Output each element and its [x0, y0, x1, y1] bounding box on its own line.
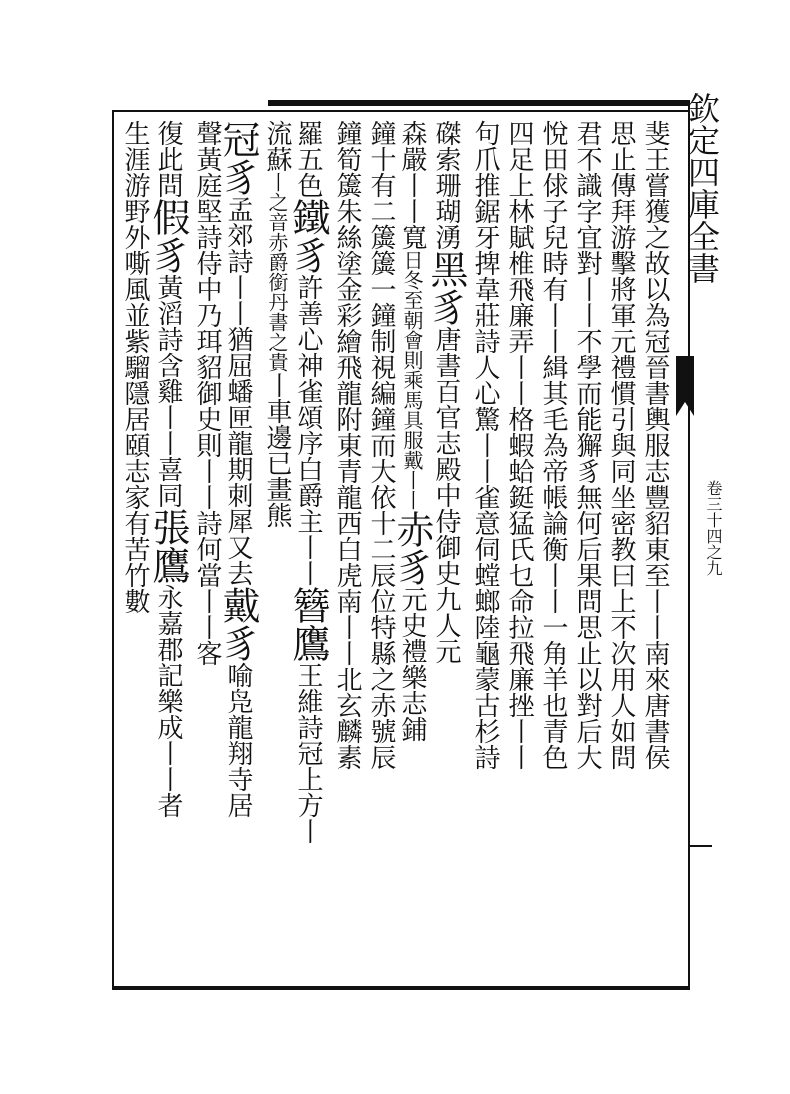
text-column-5	[502, 120, 536, 980]
column-text: 唐書百官志殿中侍御史九人元	[431, 326, 461, 664]
column-text: 君不識字宜對丨丨不學而能獬豸無何后果問思止以對后大	[572, 120, 602, 770]
column-text: 喻凫龍翔寺居	[223, 662, 253, 818]
fishtail-mark-icon	[676, 356, 694, 416]
column-text: 丨車邊已畫熊	[262, 372, 292, 528]
column-text: 隱居頤志家有苦竹數	[120, 380, 150, 614]
entry-headword: 黑豸	[424, 250, 468, 326]
column-text: 黃滔詩含雞丨丨喜同	[153, 274, 183, 508]
column-text: 丨之音赤爵銜丹書之貴	[265, 172, 289, 372]
text-column-12	[260, 120, 294, 980]
column-text: 孟郊詩丨丨猶屈蟠匣龍期刺犀又去	[223, 196, 253, 586]
text-column-14	[190, 120, 224, 980]
column-text: 悅田俅子兒時有丨丨緝其毛為帝帳論衡丨丨一角羊也青色	[538, 120, 568, 770]
column-text: 四足上林賦椎飛廉弄丨丨格蝦蛤鋌猛氏乜命拉飛廉挫丨丨	[504, 120, 534, 770]
text-column-2	[604, 120, 638, 980]
margin-volume-label: 卷三十四之九	[704, 480, 723, 576]
column-text: 復此問	[153, 120, 183, 198]
column-text: 日冬至朝會則乘馬具服戴丨丨	[400, 250, 424, 510]
text-column-16	[118, 120, 152, 980]
text-column-1	[638, 120, 672, 980]
text-column-11	[286, 120, 330, 980]
text-column-4	[536, 120, 570, 980]
text-column-10	[330, 120, 364, 980]
entry-headword: 冠豸	[216, 120, 260, 196]
text-column-15	[146, 120, 190, 980]
entry-headword: 簪鷹	[286, 586, 330, 662]
left-border	[112, 110, 114, 988]
margin-tick	[690, 845, 712, 847]
column-text: 森嚴丨丨寬	[397, 120, 427, 250]
column-text: 句爪推鋸牙捭韋莊詩人心驚丨丨雀意伺螳螂陸龜蒙古杉詩	[470, 120, 500, 770]
column-text: 許善心神雀頌序白爵主丨丨	[293, 274, 323, 586]
column-text: 游野外嘶風並紫騮	[120, 172, 150, 380]
entry-headword: 鐵豸	[286, 198, 330, 274]
top-border-thin	[112, 110, 690, 112]
bottom-border-thick	[112, 986, 690, 990]
column-text: 永嘉郡記樂成丨丨者	[153, 584, 183, 818]
column-text: 王維詩冠上方丨	[293, 662, 323, 844]
column-text: 羅五色	[293, 120, 323, 198]
column-text: 生涯	[120, 120, 150, 172]
text-column-13	[216, 120, 260, 980]
entry-headword: 張鷹	[146, 508, 190, 584]
column-text: 磔索珊瑚湧	[431, 120, 461, 250]
entry-headword: 假豸	[146, 198, 190, 274]
column-text: 斐王嘗獲之故以為冠晉書輿服志豐貂東至丨丨南來唐書侯	[640, 120, 670, 770]
column-text: 思止傳拜游擊將軍元禮慣引與同坐密教曰上不次用人如問	[606, 120, 636, 770]
column-text: 鐘十有二簴簴一鐘制視編鐘而大依十二辰位特縣之赤號辰	[366, 120, 396, 770]
top-border-thick	[268, 100, 690, 106]
text-column-8	[390, 120, 434, 980]
column-text: 聲黃庭堅詩侍中乃珥貂御史則丨丨	[192, 120, 222, 510]
entry-headword: 赤豸	[390, 510, 434, 586]
column-text: 鐘筍簴朱絲塗金彩繪飛龍附東青龍西白虎南丨丨北玄麟素	[332, 120, 362, 770]
text-column-9	[364, 120, 398, 980]
margin-book-title: 欽定四庫全書	[683, 92, 721, 284]
text-column-3	[570, 120, 604, 980]
text-column-6	[468, 120, 502, 980]
column-text: 詩何當丨丨客	[192, 510, 222, 666]
column-text: 元史禮樂志鋪	[397, 586, 427, 742]
entry-headword: 戴豸	[216, 586, 260, 662]
column-text: 流蘇	[262, 120, 292, 172]
text-column-7	[424, 120, 468, 980]
